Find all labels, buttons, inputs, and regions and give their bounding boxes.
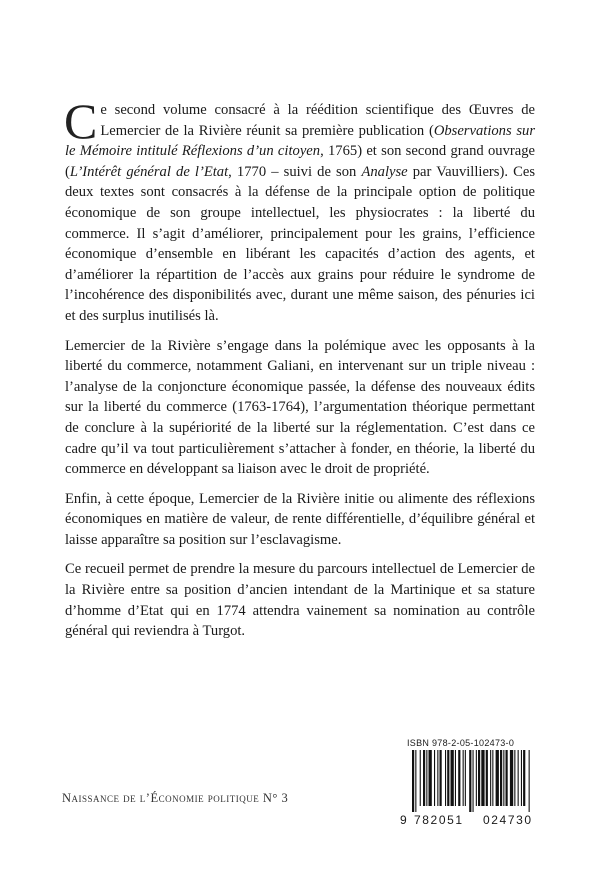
barcode-bar (481, 750, 484, 806)
barcode-bar (415, 750, 416, 812)
paragraph-enfin: Enfin, à cette époque, Lemercier de la Rivière initie ou alimente des réflexions économiques en matière de valeur, de rente différentielle, d’équilibre général et laisse apparaître sa position sur l’esclavagisme. (65, 490, 535, 548)
barcode-bar (473, 750, 474, 812)
intro-text-2: , 1765) et son second grand ouvrage ( (65, 143, 535, 180)
barcode-bar (521, 750, 522, 806)
barcode-bar (523, 750, 525, 806)
barcode-bar (463, 750, 464, 806)
intro-paragraph (64, 93, 536, 327)
barcode-bar (486, 750, 488, 806)
barcode-bar (529, 750, 530, 812)
intro-text: e second volume consacré à la réédition scientifique des Œuvres de Lemercier de la Rivière réunit sa première publication ( (100, 102, 535, 139)
title-interet-general: L’Intérêt général de l’Etat (69, 163, 229, 180)
barcode-bar (451, 750, 454, 806)
barcode-digits-right: 024730 (483, 813, 533, 827)
barcode-digits (400, 813, 552, 827)
barcode-bar (440, 750, 442, 806)
barcode-bar (469, 750, 471, 812)
barcode-bar (492, 750, 493, 806)
barcode-bar (426, 750, 427, 806)
barcode-bar (447, 750, 449, 806)
title-analyse: Analyse (361, 163, 408, 180)
barcode-bar (518, 750, 519, 806)
barcode-bar (429, 750, 432, 806)
barcode-bar (437, 750, 438, 806)
barcode-bar (458, 750, 460, 806)
barcode-bar (476, 750, 477, 806)
intro-text-3: , 1770 – suivi de son (228, 163, 362, 180)
barcode-bar (445, 750, 446, 806)
barcode-bar (490, 750, 491, 806)
barcode-bar (423, 750, 425, 806)
barcode-bar (434, 750, 435, 806)
drop-cap: C (64, 93, 98, 149)
barcode-bar (465, 750, 466, 806)
barcode-bar (412, 750, 414, 812)
title-observations: Observations sur le Mémoire intitulé Réflexions d’un citoyen (65, 122, 536, 160)
barcode-digits-left: 782051 (414, 813, 464, 827)
barcode-bar (500, 750, 502, 806)
barcode-digit-first: 9 (400, 813, 407, 827)
isbn-barcode (400, 738, 552, 827)
paragraph-polemique: Lemercier de la Rivière s’engage dans la polémique avec les opposants à la liberté du commerce, notamment Galiani, en intervenant sur un triple niveau : l’analyse de la conjoncture économique passée, la défense des nouveaux édits sur la liberté du commerce (1763-1764), l’argumentation théorique permettant de conclure à la supériorité de la liberté sur la réglementation. C’est dans ce cadre qu’il va tout particulièrement s’attacher à fonder, en théorie, la liberté du commerce en développant sa liaison avec le droit de propriété. (65, 337, 535, 478)
barcode-bar (514, 750, 515, 806)
intro-text-4: par Vauvilliers). Ces deux textes sont consacrés à la défense de la principale option de politique économique de son groupe intellectuel, les physiocrates : la liberté du commerce. Il s’agit d’améliorer, principalement pour les grains, l’efficience économique d’ensemble en libérant les capacités d’action des agents, et d’améliorer la répartition de l’accès aux grains pour réduire le syndrome de l’incohérence des disponibilités avec, durant une même saison, des pénuries ici et des surplus inutilisés là. (65, 163, 535, 324)
barcode-bar (420, 750, 421, 806)
barcode-bar (503, 750, 504, 806)
barcode-bar (496, 750, 499, 806)
series-title: Naissance de l’Économie politique N° 3 (62, 791, 289, 805)
barcode-bar (455, 750, 456, 806)
barcode-bar (510, 750, 513, 806)
paragraph-recueil: Ce recueil permet de prendre la mesure du parcours intellectuel de Lemercier de la Rivière entre sa position d’ancien intendant de la Martinique et sa stature d’homme d’Etat qui en 1774 attendra vainement sa nomination au contrôle général qui reviendra à Turgot. (65, 561, 535, 640)
isbn-label: ISBN 978-2-05-102473-0 (407, 738, 515, 748)
barcode-bar (478, 750, 480, 806)
barcode-bar (506, 750, 508, 806)
back-cover-text (64, 93, 536, 651)
barcode-bars (400, 750, 552, 812)
